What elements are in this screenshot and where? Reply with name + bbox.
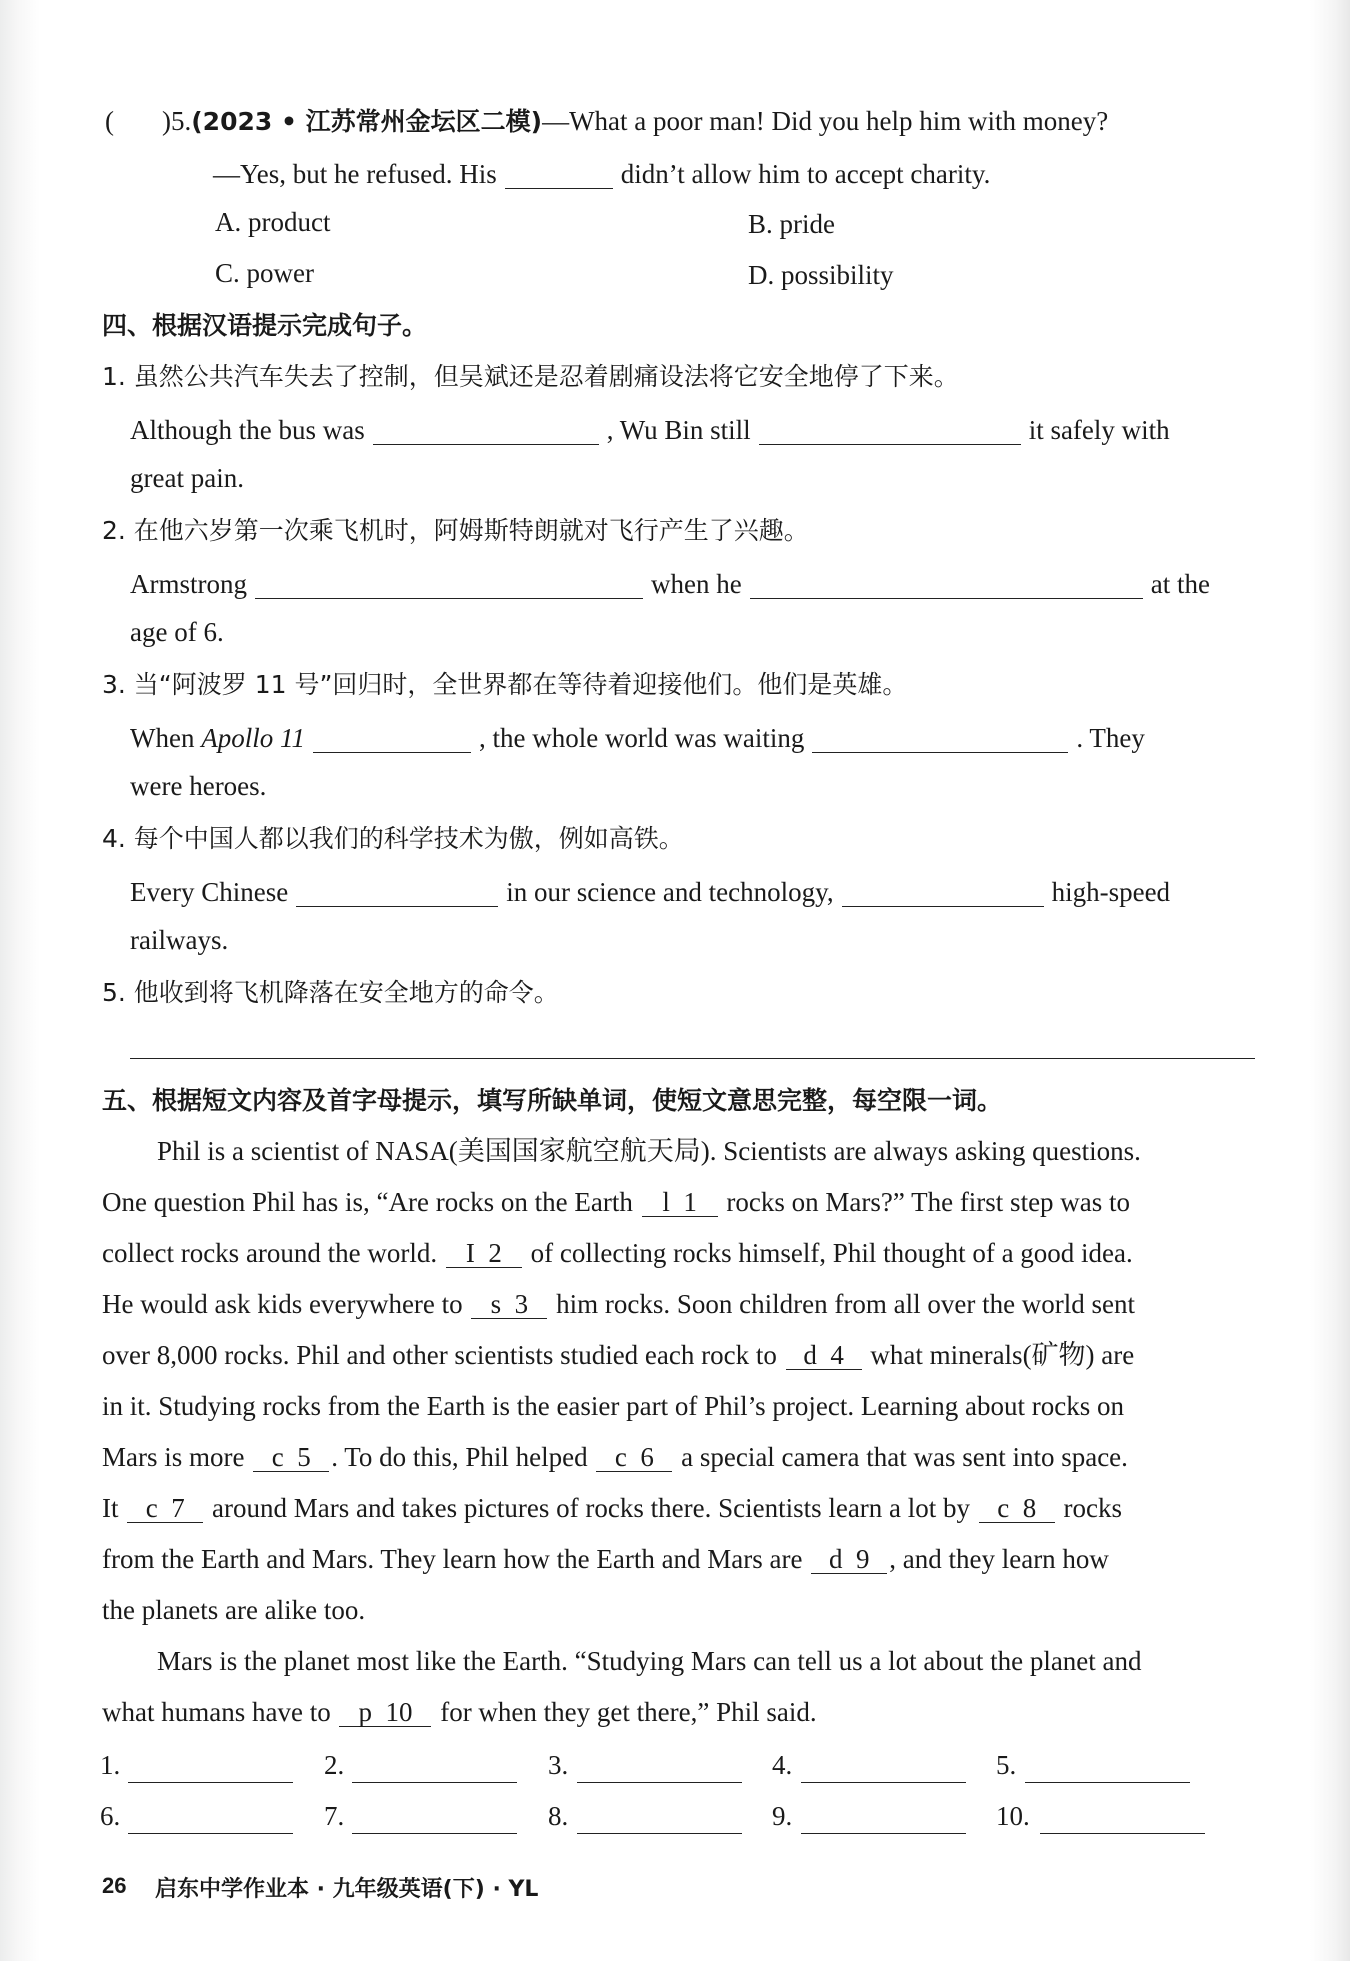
gap-initial: c [271, 1442, 284, 1472]
s5-text: from the Earth and Mars. They learn how the Earth and Mars are [102, 1544, 803, 1574]
s4-item3-text-a: When [130, 723, 195, 753]
s5-line3 [102, 1233, 1133, 1273]
s5-line4 [102, 1284, 1135, 1324]
q5-line2-text-b: didn’t allow him to accept charity. [620, 159, 991, 189]
s4-item4-blank2[interactable] [842, 876, 1044, 907]
s4-item4-blank1[interactable] [296, 876, 498, 907]
s4-item2-text-c: at the [1150, 569, 1210, 599]
s5-text: . To do this, Phil helped [331, 1442, 588, 1472]
q5-line1: —What a poor man! Did you help him with money? [542, 106, 1109, 136]
gap-7[interactable] [127, 1494, 203, 1523]
answer-1-line[interactable] [128, 1782, 293, 1783]
s5-text: rocks [1063, 1493, 1123, 1523]
gap-number: 4 [830, 1340, 844, 1370]
s5-text: Mars is more [102, 1442, 245, 1472]
q5-stem [105, 101, 1108, 142]
gap-number: 9 [856, 1544, 870, 1574]
s4-item3-blank1[interactable] [313, 722, 471, 753]
gap-initial: c [145, 1493, 158, 1523]
answer-10-label: 10. [996, 1801, 1030, 1831]
s5-text: for when they get there,” Phil said. [440, 1697, 817, 1727]
s5-text: of collecting rocks himself, Phil thought of a good idea. [530, 1238, 1133, 1268]
s4-item4-cont: railways. [130, 925, 229, 955]
s5-text: rocks on Mars?” The first step was to [726, 1187, 1131, 1217]
answer-8-label: 8. [548, 1801, 569, 1831]
s4-item3-apollo: Apollo 11 [201, 723, 305, 753]
s4-item4-text-a: Every Chinese [130, 877, 289, 907]
q5-paren-close: ) [162, 106, 171, 136]
s5-line2 [102, 1182, 1130, 1222]
answer-3-line[interactable] [577, 1782, 742, 1783]
gap-initial: p [358, 1697, 372, 1727]
gap-2[interactable] [446, 1239, 522, 1268]
gap-initial: d [803, 1340, 817, 1370]
q5-line2 [213, 152, 990, 194]
s4-item2-blank1[interactable] [255, 568, 643, 599]
gap-number: 5 [297, 1442, 311, 1472]
s5-line9 [102, 1539, 1109, 1579]
s4-item2-text-a: Armstrong [130, 569, 247, 599]
answer-6-line[interactable] [128, 1833, 293, 1834]
gap-number: 8 [1022, 1493, 1037, 1523]
answer-8-line[interactable] [577, 1833, 742, 1834]
gap-10[interactable] [339, 1698, 431, 1727]
answer-5-label: 5. [996, 1750, 1017, 1780]
gap-initial: s [490, 1289, 502, 1319]
gap-number: 1 [683, 1187, 697, 1217]
answer-9-line[interactable] [801, 1833, 966, 1834]
s5-line5 [102, 1335, 1134, 1375]
gap-4[interactable] [786, 1341, 862, 1370]
s4-item2-cont: age of 6. [130, 617, 224, 647]
s4-item2-blank2[interactable] [750, 568, 1143, 599]
s4-item1-text-b: , Wu Bin still [606, 415, 751, 445]
q5-blank[interactable] [505, 158, 613, 189]
s5-line1: Phil is a scientist of NASA(美国国家航空航天局). Scientists are always asking questions. [157, 1136, 1141, 1166]
s5-text: , and they learn how [889, 1544, 1109, 1574]
s4-item4-text-b: in our science and technology, [506, 877, 834, 907]
gap-initial: d [829, 1544, 843, 1574]
gap-initial: l [662, 1187, 670, 1217]
s4-item3-zh: 3. 当“阿波罗 11 号”回归时，全世界都在等待着迎接他们。他们是英雄。 [102, 670, 908, 699]
answer-7-line[interactable] [352, 1833, 517, 1834]
section5-title: 五、根据短文内容及首字母提示，填写所缺单词，使短文意思完整，每空限一词。 [102, 1086, 1003, 1115]
answer-10-line[interactable] [1040, 1833, 1205, 1834]
q5-option-c[interactable]: C. power [215, 258, 314, 288]
s5-line8 [102, 1488, 1122, 1528]
s4-item4-zh: 4. 每个中国人都以我们的科学技术为傲，例如高铁。 [102, 824, 684, 853]
s5-text: collect rocks around the world. [102, 1238, 438, 1268]
gap-6[interactable] [596, 1443, 672, 1472]
gap-number: 7 [171, 1493, 185, 1523]
s5-text: what minerals(矿物) are [870, 1340, 1135, 1370]
q5-option-b[interactable]: B. pride [748, 209, 835, 239]
s4-item5-zh: 5. 他收到将飞机降落在安全地方的命令。 [102, 978, 559, 1007]
gap-number: 6 [640, 1442, 654, 1472]
s4-item3-blank2[interactable] [812, 722, 1068, 753]
gap-number: 10 [385, 1697, 413, 1727]
s5-line12 [102, 1692, 817, 1732]
answer-4-label: 4. [772, 1750, 793, 1780]
section4-title: 四、根据汉语提示完成句子。 [102, 311, 428, 340]
s4-item1-en [130, 408, 1170, 450]
s4-item2-text-b: when he [651, 569, 742, 599]
gap-number: 3 [514, 1289, 529, 1319]
s4-item1-cont: great pain. [130, 463, 244, 493]
q5-source: (2023 • 江苏常州金坛区二模) [191, 107, 543, 136]
s5-text: around Mars and takes pictures of rocks there. Scientists learn a lot by [212, 1493, 971, 1523]
s4-item4-text-c: high-speed [1051, 877, 1171, 907]
s5-text: It [102, 1493, 119, 1523]
s5-text: a special camera that was sent into space. [681, 1442, 1128, 1472]
gap-number: 2 [488, 1238, 502, 1268]
answer-5-line[interactable] [1025, 1782, 1190, 1783]
s4-item1-text-c: it safely with [1028, 415, 1170, 445]
q5-option-d[interactable]: D. possibility [748, 260, 894, 290]
s4-item2-en [130, 562, 1210, 604]
q5-option-a[interactable]: A. product [215, 207, 331, 237]
s4-item1-blank2[interactable] [759, 414, 1021, 445]
gap-8[interactable] [979, 1494, 1055, 1523]
s5-line10: the planets are alike too. [102, 1595, 366, 1625]
s4-item3-cont: were heroes. [130, 771, 267, 801]
s4-item2-zh: 2. 在他六岁第一次乘飞机时，阿姆斯特朗就对飞行产生了兴趣。 [102, 516, 809, 545]
s5-text: over 8,000 rocks. Phil and other scientists studied each rock to [102, 1340, 777, 1370]
q5-line2-text-a: —Yes, but he refused. His [213, 159, 497, 189]
s4-item4-en [130, 870, 1170, 912]
s5-text: him rocks. Soon children from all over the world sent [556, 1289, 1136, 1319]
answer-2-label: 2. [324, 1750, 345, 1780]
s4-item3-en [130, 716, 1145, 758]
q5-paren-open: ( [105, 106, 114, 136]
s4-item3-text-c: . They [1076, 723, 1145, 753]
book-title: 启东中学作业本 · 九年级英语(下) · YL [155, 1877, 539, 1902]
s5-text: what humans have to [102, 1697, 331, 1727]
s4-item3-text-b: , the whole world was waiting [478, 723, 805, 753]
s4-item5-answer-line[interactable] [130, 1058, 1255, 1059]
gap-9[interactable] [811, 1545, 887, 1574]
gap-initial: c [997, 1493, 1010, 1523]
s5-text: One question Phil has is, “Are rocks on the Earth [102, 1187, 633, 1217]
s4-item1-blank1[interactable] [373, 414, 599, 445]
gap-5[interactable] [253, 1443, 329, 1472]
s4-item1-text-a: Although the bus was [130, 415, 365, 445]
answer-6-label: 6. [100, 1801, 121, 1831]
gap-initial: c [614, 1442, 627, 1472]
s4-item1-zh: 1. 虽然公共汽车失去了控制，但吴斌还是忍着剧痛设法将它安全地停了下来。 [102, 362, 959, 391]
gap-1[interactable] [642, 1188, 718, 1217]
q5-label: 5. [171, 106, 192, 136]
gap-initial: I [465, 1238, 475, 1268]
page-number: 26 [102, 1873, 127, 1898]
s5-text: He would ask kids everywhere to [102, 1289, 463, 1319]
s5-line7 [102, 1437, 1128, 1477]
answer-3-label: 3. [548, 1750, 569, 1780]
gap-3[interactable] [471, 1290, 547, 1319]
answer-9-label: 9. [772, 1801, 793, 1831]
s5-line6: in it. Studying rocks from the Earth is the easier part of Phil’s project. Learning about rocks on [102, 1391, 1125, 1421]
answer-2-line[interactable] [352, 1782, 517, 1783]
s5-line11: Mars is the planet most like the Earth. “Studying Mars can tell us a lot about the planet and [157, 1646, 1142, 1676]
answer-4-line[interactable] [801, 1782, 966, 1783]
answer-7-label: 7. [324, 1801, 345, 1831]
answer-1-label: 1. [100, 1750, 121, 1780]
